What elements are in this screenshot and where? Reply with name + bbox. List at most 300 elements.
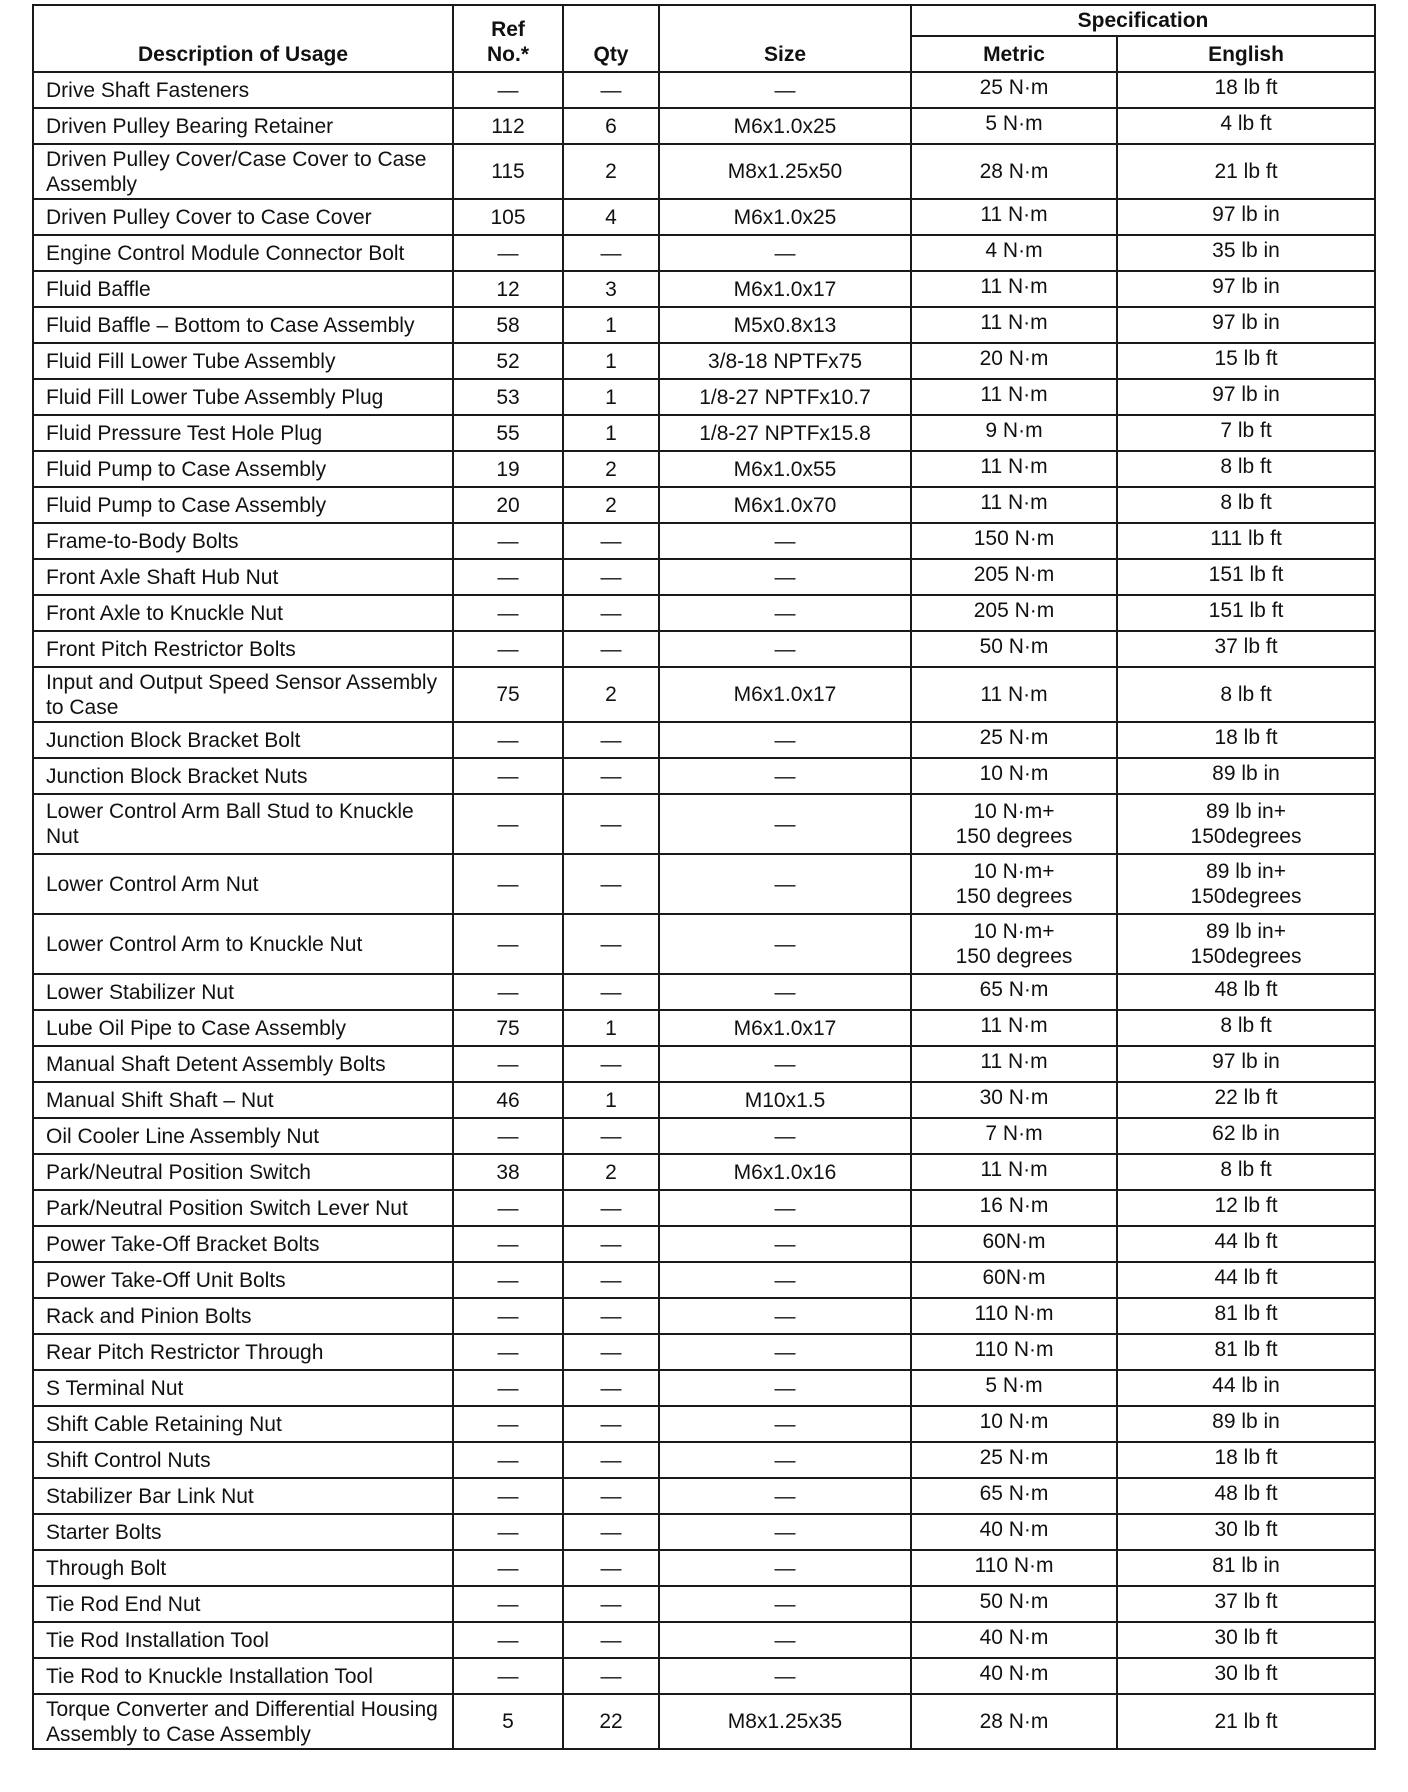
cell-qty: —: [563, 1118, 659, 1154]
cell-english: 111 lb ft: [1117, 523, 1375, 559]
cell-ref-no: —: [453, 1478, 563, 1514]
cell-qty: 6: [563, 108, 659, 144]
cell-description: S Terminal Nut: [33, 1370, 453, 1406]
cell-english: 97 lb in: [1117, 307, 1375, 343]
cell-ref-no: —: [453, 1190, 563, 1226]
cell-size: —: [659, 1190, 911, 1226]
cell-qty: —: [563, 1550, 659, 1586]
cell-english-line1: 89 lb in+: [1206, 920, 1286, 943]
cell-size: —: [659, 1658, 911, 1694]
table-row: [33, 487, 1375, 523]
cell-english-line1: 89 lb in+: [1206, 860, 1286, 883]
cell-english: 37 lb ft: [1117, 631, 1375, 667]
col-header-ref-no: [453, 5, 563, 72]
cell-ref-no: —: [453, 914, 563, 974]
cell-english: 151 lb ft: [1117, 595, 1375, 631]
cell-ref-no: —: [453, 1406, 563, 1442]
table-row: [33, 271, 1375, 307]
cell-metric: 11 N·m: [911, 307, 1117, 343]
cell-english: 30 lb ft: [1117, 1658, 1375, 1694]
cell-size: —: [659, 758, 911, 794]
cell-description: Lower Control Arm to Knuckle Nut: [33, 914, 453, 974]
cell-english: 62 lb in: [1117, 1118, 1375, 1154]
table-row: [33, 1082, 1375, 1118]
cell-ref-no: —: [453, 1334, 563, 1370]
cell-size: 1/8-27 NPTFx15.8: [659, 415, 911, 451]
cell-qty: —: [563, 1046, 659, 1082]
cell-metric: 10 N·m: [911, 758, 1117, 794]
cell-ref-no: —: [453, 631, 563, 667]
cell-size: —: [659, 523, 911, 559]
table-row: [33, 1298, 1375, 1334]
cell-metric: 11 N·m: [911, 667, 1117, 722]
table-row: [33, 451, 1375, 487]
cell-english: 89 lb in: [1117, 1406, 1375, 1442]
table-row: [33, 1694, 1375, 1749]
cell-ref-no: —: [453, 523, 563, 559]
torque-spec-table: [32, 4, 1376, 1750]
cell-english: 97 lb in: [1117, 379, 1375, 415]
cell-size: M6x1.0x70: [659, 487, 911, 523]
cell-size: —: [659, 1046, 911, 1082]
table-row: [33, 379, 1375, 415]
cell-ref-no: —: [453, 1550, 563, 1586]
cell-metric: 28 N·m: [911, 1694, 1117, 1749]
cell-english: 21 lb ft: [1117, 1694, 1375, 1749]
cell-metric: 10 N·m: [911, 1406, 1117, 1442]
col-header-ref-line1: Ref: [491, 18, 525, 41]
cell-english: 44 lb in: [1117, 1370, 1375, 1406]
cell-size: —: [659, 559, 911, 595]
cell-english: 97 lb in: [1117, 271, 1375, 307]
cell-english: 22 lb ft: [1117, 1082, 1375, 1118]
cell-metric: 4 N·m: [911, 235, 1117, 271]
cell-ref-no: —: [453, 758, 563, 794]
cell-size: M6x1.0x17: [659, 1010, 911, 1046]
cell-size: —: [659, 1298, 911, 1334]
cell-qty: —: [563, 854, 659, 914]
cell-qty: —: [563, 523, 659, 559]
cell-size: 1/8-27 NPTFx10.7: [659, 379, 911, 415]
cell-description: Lower Stabilizer Nut: [33, 974, 453, 1010]
cell-ref-no: —: [453, 559, 563, 595]
col-header-description: Description of Usage: [33, 5, 453, 72]
cell-metric: 11 N·m: [911, 379, 1117, 415]
cell-english: 44 lb ft: [1117, 1262, 1375, 1298]
cell-size: —: [659, 595, 911, 631]
cell-ref-no: 55: [453, 415, 563, 451]
cell-description: Front Axle to Knuckle Nut: [33, 595, 453, 631]
cell-ref-no: —: [453, 1370, 563, 1406]
cell-qty: —: [563, 1406, 659, 1442]
cell-description: Fluid Pump to Case Assembly: [33, 451, 453, 487]
cell-english-line2: 150degrees: [1190, 825, 1302, 848]
cell-description: Manual Shaft Detent Assembly Bolts: [33, 1046, 453, 1082]
cell-qty: —: [563, 631, 659, 667]
cell-size: —: [659, 1586, 911, 1622]
cell-description: Tie Rod Installation Tool: [33, 1622, 453, 1658]
cell-english: 8 lb ft: [1117, 451, 1375, 487]
cell-metric: 205 N·m: [911, 559, 1117, 595]
cell-qty: 2: [563, 667, 659, 722]
cell-qty: 2: [563, 451, 659, 487]
cell-english: 7 lb ft: [1117, 415, 1375, 451]
table-row: [33, 1406, 1375, 1442]
table-row: [33, 794, 1375, 854]
cell-metric: [911, 794, 1117, 854]
cell-english: 97 lb in: [1117, 199, 1375, 235]
table-row: [33, 235, 1375, 271]
cell-english: 4 lb ft: [1117, 108, 1375, 144]
cell-qty: 1: [563, 1082, 659, 1118]
cell-qty: 1: [563, 415, 659, 451]
cell-size: —: [659, 1370, 911, 1406]
cell-size: M6x1.0x55: [659, 451, 911, 487]
cell-metric: 25 N·m: [911, 1442, 1117, 1478]
cell-metric: [911, 914, 1117, 974]
cell-english: 8 lb ft: [1117, 1154, 1375, 1190]
cell-size: —: [659, 1118, 911, 1154]
table-row: [33, 1658, 1375, 1694]
cell-ref-no: —: [453, 72, 563, 108]
cell-metric: 11 N·m: [911, 1154, 1117, 1190]
cell-english: 8 lb ft: [1117, 1010, 1375, 1046]
cell-metric-line1: 10 N·m+: [973, 860, 1055, 883]
cell-qty: —: [563, 1298, 659, 1334]
cell-description: Input and Output Speed Sensor Assembly to Case: [33, 667, 453, 722]
cell-size: —: [659, 1550, 911, 1586]
cell-ref-no: —: [453, 1226, 563, 1262]
cell-description: Driven Pulley Cover/Case Cover to Case Assembly: [33, 144, 453, 199]
cell-size: —: [659, 1406, 911, 1442]
table-row: [33, 144, 1375, 199]
cell-metric: 150 N·m: [911, 523, 1117, 559]
cell-ref-no: —: [453, 974, 563, 1010]
cell-metric: 30 N·m: [911, 1082, 1117, 1118]
table-row: [33, 595, 1375, 631]
cell-english: 18 lb ft: [1117, 72, 1375, 108]
cell-description: Junction Block Bracket Bolt: [33, 722, 453, 758]
table-row: [33, 758, 1375, 794]
cell-ref-no: —: [453, 1298, 563, 1334]
table-row: [33, 108, 1375, 144]
cell-description: Through Bolt: [33, 1550, 453, 1586]
col-header-ref-line2: No.*: [487, 43, 529, 66]
cell-metric: 11 N·m: [911, 1010, 1117, 1046]
col-header-metric: Metric: [911, 36, 1117, 72]
cell-qty: —: [563, 722, 659, 758]
cell-metric: 25 N·m: [911, 72, 1117, 108]
cell-english: 151 lb ft: [1117, 559, 1375, 595]
cell-english: 48 lb ft: [1117, 1478, 1375, 1514]
table-row: [33, 1118, 1375, 1154]
cell-qty: —: [563, 1478, 659, 1514]
cell-description: Power Take-Off Unit Bolts: [33, 1262, 453, 1298]
table-row: [33, 1550, 1375, 1586]
cell-english: 18 lb ft: [1117, 1442, 1375, 1478]
cell-metric: [911, 854, 1117, 914]
cell-description: Front Pitch Restrictor Bolts: [33, 631, 453, 667]
table-row: [33, 667, 1375, 722]
table-row: [33, 974, 1375, 1010]
cell-description: Torque Converter and Differential Housing Assembly to Case Assembly: [33, 1694, 453, 1749]
cell-qty: 2: [563, 1154, 659, 1190]
cell-qty: —: [563, 1442, 659, 1478]
cell-ref-no: 105: [453, 199, 563, 235]
table-row: [33, 1010, 1375, 1046]
cell-description: Fluid Pressure Test Hole Plug: [33, 415, 453, 451]
cell-size: M6x1.0x25: [659, 199, 911, 235]
col-header-size: Size: [659, 5, 911, 72]
cell-metric-line2: 150 degrees: [955, 885, 1073, 908]
cell-size: —: [659, 794, 911, 854]
table-row: [33, 1442, 1375, 1478]
cell-qty: —: [563, 72, 659, 108]
cell-description: Frame-to-Body Bolts: [33, 523, 453, 559]
cell-english: 12 lb ft: [1117, 1190, 1375, 1226]
cell-ref-no: 75: [453, 667, 563, 722]
cell-english: 48 lb ft: [1117, 974, 1375, 1010]
cell-description: Fluid Baffle – Bottom to Case Assembly: [33, 307, 453, 343]
cell-metric: 60N·m: [911, 1262, 1117, 1298]
cell-qty: —: [563, 1586, 659, 1622]
cell-qty: 3: [563, 271, 659, 307]
cell-qty: —: [563, 1190, 659, 1226]
cell-english: 37 lb ft: [1117, 1586, 1375, 1622]
table-row: [33, 1370, 1375, 1406]
cell-qty: —: [563, 1514, 659, 1550]
cell-qty: —: [563, 595, 659, 631]
cell-metric: 16 N·m: [911, 1190, 1117, 1226]
cell-ref-no: —: [453, 722, 563, 758]
cell-metric: 110 N·m: [911, 1298, 1117, 1334]
table-header: [33, 5, 1375, 72]
cell-description: Fluid Fill Lower Tube Assembly: [33, 343, 453, 379]
cell-english: 15 lb ft: [1117, 343, 1375, 379]
cell-description: Tie Rod End Nut: [33, 1586, 453, 1622]
col-header-specification: Specification: [911, 5, 1375, 36]
cell-english: 97 lb in: [1117, 1046, 1375, 1082]
cell-description: Manual Shift Shaft – Nut: [33, 1082, 453, 1118]
cell-metric: 110 N·m: [911, 1334, 1117, 1370]
cell-ref-no: —: [453, 1514, 563, 1550]
cell-description: Shift Control Nuts: [33, 1442, 453, 1478]
table-row: [33, 631, 1375, 667]
cell-size: —: [659, 72, 911, 108]
cell-size: —: [659, 914, 911, 974]
cell-description: Driven Pulley Bearing Retainer: [33, 108, 453, 144]
cell-size: M6x1.0x17: [659, 667, 911, 722]
cell-english: 8 lb ft: [1117, 487, 1375, 523]
cell-ref-no: —: [453, 1658, 563, 1694]
cell-size: —: [659, 722, 911, 758]
table-row: [33, 307, 1375, 343]
cell-size: M8x1.25x50: [659, 144, 911, 199]
cell-metric: 11 N·m: [911, 1046, 1117, 1082]
table-row: [33, 1154, 1375, 1190]
cell-qty: 22: [563, 1694, 659, 1749]
cell-qty: —: [563, 1658, 659, 1694]
cell-english: 44 lb ft: [1117, 1226, 1375, 1262]
cell-english: 30 lb ft: [1117, 1514, 1375, 1550]
cell-qty: 1: [563, 307, 659, 343]
cell-metric: 20 N·m: [911, 343, 1117, 379]
cell-metric-line2: 150 degrees: [955, 825, 1073, 848]
cell-metric: 11 N·m: [911, 199, 1117, 235]
cell-ref-no: —: [453, 1442, 563, 1478]
cell-size: —: [659, 1262, 911, 1298]
cell-ref-no: 19: [453, 451, 563, 487]
cell-metric: 65 N·m: [911, 974, 1117, 1010]
cell-qty: —: [563, 758, 659, 794]
table-row: [33, 1586, 1375, 1622]
cell-description: Engine Control Module Connector Bolt: [33, 235, 453, 271]
cell-metric-line2: 150 degrees: [955, 945, 1073, 968]
cell-ref-no: —: [453, 1622, 563, 1658]
cell-size: —: [659, 1442, 911, 1478]
cell-english: 81 lb ft: [1117, 1298, 1375, 1334]
cell-ref-no: —: [453, 1262, 563, 1298]
cell-description: Oil Cooler Line Assembly Nut: [33, 1118, 453, 1154]
cell-size: M5x0.8x13: [659, 307, 911, 343]
table-row: [33, 343, 1375, 379]
cell-english: 81 lb in: [1117, 1550, 1375, 1586]
cell-description: Park/Neutral Position Switch Lever Nut: [33, 1190, 453, 1226]
cell-ref-no: 12: [453, 271, 563, 307]
table-row: [33, 199, 1375, 235]
table-row: [33, 914, 1375, 974]
cell-qty: 4: [563, 199, 659, 235]
cell-ref-no: 5: [453, 1694, 563, 1749]
cell-size: —: [659, 1478, 911, 1514]
cell-ref-no: 75: [453, 1010, 563, 1046]
cell-qty: —: [563, 914, 659, 974]
cell-ref-no: 20: [453, 487, 563, 523]
cell-english: 21 lb ft: [1117, 144, 1375, 199]
cell-size: —: [659, 854, 911, 914]
table-row: [33, 1046, 1375, 1082]
cell-qty: —: [563, 1622, 659, 1658]
cell-description: Lube Oil Pipe to Case Assembly: [33, 1010, 453, 1046]
cell-metric: 50 N·m: [911, 1586, 1117, 1622]
cell-metric-line1: 10 N·m+: [973, 920, 1055, 943]
cell-qty: —: [563, 1370, 659, 1406]
table-row: [33, 1334, 1375, 1370]
cell-metric: 60N·m: [911, 1226, 1117, 1262]
cell-size: M6x1.0x16: [659, 1154, 911, 1190]
cell-ref-no: —: [453, 235, 563, 271]
cell-ref-no: 115: [453, 144, 563, 199]
cell-metric: 11 N·m: [911, 451, 1117, 487]
cell-size: —: [659, 1514, 911, 1550]
cell-description: Lower Control Arm Nut: [33, 854, 453, 914]
cell-size: —: [659, 1622, 911, 1658]
cell-description: Shift Cable Retaining Nut: [33, 1406, 453, 1442]
cell-ref-no: 52: [453, 343, 563, 379]
cell-metric: 7 N·m: [911, 1118, 1117, 1154]
cell-english: 30 lb ft: [1117, 1622, 1375, 1658]
col-header-english: English: [1117, 36, 1375, 72]
cell-description: Drive Shaft Fasteners: [33, 72, 453, 108]
cell-metric: 65 N·m: [911, 1478, 1117, 1514]
cell-description: Driven Pulley Cover to Case Cover: [33, 199, 453, 235]
cell-description: Tie Rod to Knuckle Installation Tool: [33, 1658, 453, 1694]
cell-size: —: [659, 631, 911, 667]
table-row: [33, 1226, 1375, 1262]
cell-ref-no: 112: [453, 108, 563, 144]
cell-description: Fluid Baffle: [33, 271, 453, 307]
cell-metric: 50 N·m: [911, 631, 1117, 667]
cell-metric: 9 N·m: [911, 415, 1117, 451]
cell-english-line1: 89 lb in+: [1206, 800, 1286, 823]
table-row: [33, 722, 1375, 758]
cell-qty: —: [563, 235, 659, 271]
cell-metric: 5 N·m: [911, 108, 1117, 144]
cell-metric: 11 N·m: [911, 271, 1117, 307]
table-row: [33, 1514, 1375, 1550]
cell-size: M10x1.5: [659, 1082, 911, 1118]
cell-english: [1117, 794, 1375, 854]
cell-description: Park/Neutral Position Switch: [33, 1154, 453, 1190]
table-row: [33, 1262, 1375, 1298]
cell-metric: 25 N·m: [911, 722, 1117, 758]
cell-ref-no: —: [453, 595, 563, 631]
cell-qty: —: [563, 794, 659, 854]
table-row: [33, 559, 1375, 595]
col-header-qty: Qty: [563, 5, 659, 72]
cell-metric: 205 N·m: [911, 595, 1117, 631]
cell-metric: 11 N·m: [911, 487, 1117, 523]
cell-qty: —: [563, 559, 659, 595]
table-row: [33, 523, 1375, 559]
cell-description: Front Axle Shaft Hub Nut: [33, 559, 453, 595]
cell-metric: 110 N·m: [911, 1550, 1117, 1586]
cell-qty: 1: [563, 379, 659, 415]
cell-qty: 2: [563, 144, 659, 199]
cell-description: Fluid Fill Lower Tube Assembly Plug: [33, 379, 453, 415]
cell-ref-no: 58: [453, 307, 563, 343]
cell-description: Rear Pitch Restrictor Through: [33, 1334, 453, 1370]
cell-size: —: [659, 1226, 911, 1262]
cell-metric: 5 N·m: [911, 1370, 1117, 1406]
cell-ref-no: 53: [453, 379, 563, 415]
cell-size: M6x1.0x17: [659, 271, 911, 307]
cell-size: M8x1.25x35: [659, 1694, 911, 1749]
cell-english: [1117, 914, 1375, 974]
cell-qty: —: [563, 1262, 659, 1298]
cell-qty: 2: [563, 487, 659, 523]
table-row: [33, 1478, 1375, 1514]
cell-english-line2: 150degrees: [1190, 945, 1302, 968]
table-row: [33, 415, 1375, 451]
cell-ref-no: —: [453, 1586, 563, 1622]
cell-description: Junction Block Bracket Nuts: [33, 758, 453, 794]
cell-ref-no: —: [453, 794, 563, 854]
cell-english: 89 lb in: [1117, 758, 1375, 794]
cell-qty: —: [563, 1226, 659, 1262]
cell-description: Stabilizer Bar Link Nut: [33, 1478, 453, 1514]
cell-description: Starter Bolts: [33, 1514, 453, 1550]
cell-description: Fluid Pump to Case Assembly: [33, 487, 453, 523]
cell-ref-no: 38: [453, 1154, 563, 1190]
cell-english: 81 lb ft: [1117, 1334, 1375, 1370]
cell-english: [1117, 854, 1375, 914]
header-row-top: [33, 5, 1375, 36]
cell-ref-no: —: [453, 1118, 563, 1154]
cell-english-line2: 150degrees: [1190, 885, 1302, 908]
cell-qty: 1: [563, 343, 659, 379]
cell-qty: 1: [563, 1010, 659, 1046]
